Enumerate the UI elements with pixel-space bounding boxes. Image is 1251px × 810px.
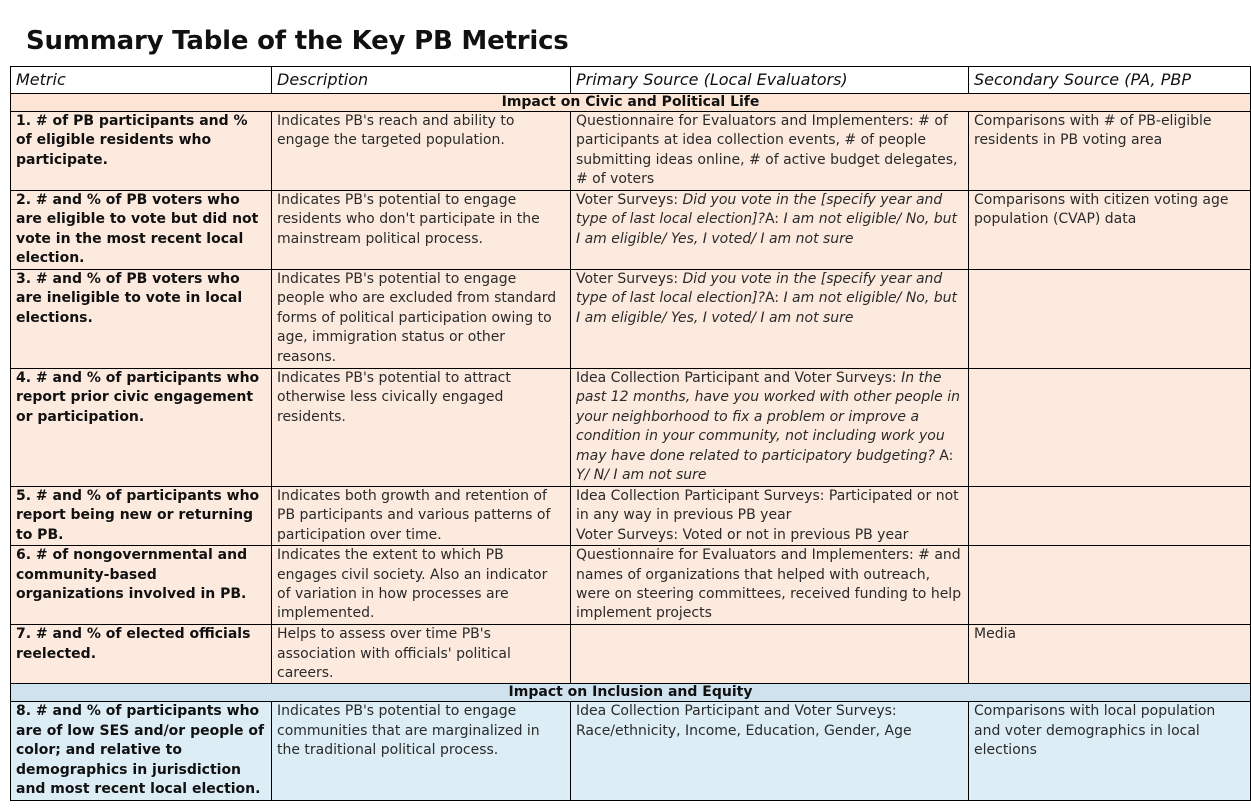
description-cell: Helps to assess over time PB's association with officials' political careers. [272,625,571,684]
secondary-source-cell [969,369,1251,487]
survey-question: Did you vote in the [specify year and type of last local election]? [576,192,943,228]
table-header-row [11,67,1251,94]
primary-source-cell [571,369,969,487]
answer-prefix: A: [934,447,954,464]
column-header-description: Description [272,67,571,94]
primary-source-cell: Questionnaire for Evaluators and Implementers: # and names of organizations that helped with outreach, were on steering committees, received funding to help implement projects [571,546,969,625]
description-cell: Indicates PB's potential to engage communities that are marginalized in the traditional political process. [272,702,571,801]
primary-source-cell: Questionnaire for Evaluators and Implementers: # of participants at idea collection events, # of people submitting ideas online, # of active budget delegates, # of voters [571,112,969,191]
table-row [11,112,1251,191]
description-cell: Indicates PB's potential to engage residents who don't participate in the mainstream political process. [272,191,571,270]
primary-source-text: Voter Surveys: [576,271,683,287]
description-cell: Indicates PB's potential to attract otherwise less civically engaged residents. [272,369,571,487]
metric-cell: 6. # of nongovernmental and community-based organizations involved in PB. [11,546,272,625]
metrics-table-container [10,66,1229,801]
section-header-civic [11,94,1251,112]
section-header-equity [11,684,1251,702]
page-title: Summary Table of the Key PB Metrics [26,26,569,56]
metric-cell: 7. # and % of elected officials reelected. [11,625,272,684]
section-title-equity: Impact on Inclusion and Equity [11,684,1251,702]
description-cell: Indicates both growth and retention of PB participants and various patterns of participation over time. [272,487,571,546]
table-row [11,625,1251,684]
secondary-source-cell: Comparisons with local population and voter demographics in local elections [969,702,1251,801]
metric-cell: 4. # and % of participants who report prior civic engagement or participation. [11,369,272,487]
primary-source-cell [571,625,969,684]
metric-cell: 8. # and % of participants who are of low SES and/or people of color; and relative to demographics in jurisdiction and most recent local election. [11,702,272,801]
survey-answers: I am not eligible/ No, but I am eligible/ Yes, I voted/ I am not sure [576,211,958,247]
table-row [11,546,1251,625]
table-row [11,191,1251,270]
survey-question: In the past 12 months, have you worked with other people in your neighborhood to fix a problem or improve a condition in your community, not including work you may have done related to participatory budgeting? [576,370,960,464]
column-header-metric: Metric [11,67,272,94]
secondary-source-cell [969,270,1251,369]
column-header-primary-source: Primary Source (Local Evaluators) [571,67,969,94]
description-cell: Indicates the extent to which PB engages civil society. Also an indicator of variation in how processes are implemented. [272,546,571,625]
primary-source-cell [571,487,969,546]
primary-source-text: Idea Collection Participant and Voter Surveys: [576,370,902,386]
column-header-secondary-source: Secondary Source (PA, PBP [969,67,1251,94]
primary-source-text: Idea Collection Participant Surveys: Participated or not in any way in previous PB year [576,488,959,524]
primary-source-text-line2: Voter Surveys: Voted or not in previous PB year [576,526,909,543]
metric-cell: 5. # and % of participants who report being new or returning to PB. [11,487,272,546]
table-row [11,270,1251,369]
primary-source-cell [571,191,969,270]
secondary-source-cell [969,546,1251,625]
table-row [11,702,1251,801]
metric-cell: 1. # of PB participants and % of eligible residents who participate. [11,112,272,191]
answer-prefix: A: [764,290,784,307]
table-row [11,369,1251,487]
metrics-table [10,66,1251,801]
secondary-source-cell: Comparisons with citizen voting age population (CVAP) data [969,191,1251,270]
table-row [11,487,1251,546]
primary-source-cell [571,270,969,369]
primary-source-cell: Idea Collection Participant and Voter Surveys: Race/ethnicity, Income, Education, Gender, Age [571,702,969,801]
secondary-source-cell: Media [969,625,1251,684]
answer-prefix: A: [764,211,784,228]
secondary-source-cell: Comparisons with # of PB-eligible residents in PB voting area [969,112,1251,191]
description-cell: Indicates PB's reach and ability to engage the targeted population. [272,112,571,191]
description-cell: Indicates PB's potential to engage people who are excluded from standard forms of political participation owing to age, immigration status or other reasons. [272,270,571,369]
survey-answers: I am not eligible/ No, but I am eligible/ Yes, I voted/ I am not sure [576,290,958,326]
metric-cell: 3. # and % of PB voters who are ineligible to vote in local elections. [11,270,272,369]
secondary-source-cell [969,487,1251,546]
survey-question: Did you vote in the [specify year and type of last local election]? [576,271,943,307]
section-title-civic: Impact on Civic and Political Life [11,94,1251,112]
primary-source-text: Voter Surveys: [576,192,683,208]
survey-answers: Y/ N/ I am not sure [576,467,707,484]
metric-cell: 2. # and % of PB voters who are eligible to vote but did not vote in the most recent local election. [11,191,272,270]
